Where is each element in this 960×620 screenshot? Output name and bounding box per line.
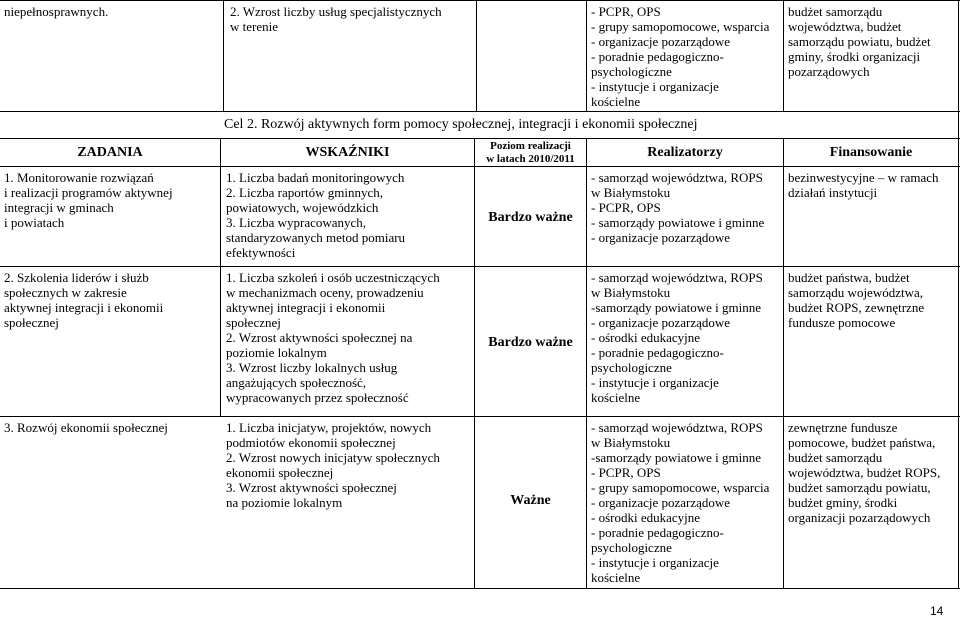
vline-body-d — [783, 138, 784, 588]
table-bottom-border — [0, 588, 960, 589]
divider-row1 — [0, 266, 960, 267]
vline-right — [958, 0, 959, 589]
page-number: 14 — [930, 604, 944, 618]
row2-priority: Bardzo ważne — [488, 335, 573, 350]
row1-indicators: 1. Liczba badań monitoringowych 2. Liczba raportów gminnych, powiatowych, wojewódzkich 3. Liczba wypracowanych, standaryzowanych metod pomiaru efektywności — [226, 170, 406, 260]
row2-executors: - samorząd województwa, ROPS w Białymstoku -samorządy powiatowe i gminne - organizacje pozarządowe - ośrodki edukacyjne - poradnie pedagogiczno- psychologiczne - instytucje i organizacje kościelne — [591, 270, 763, 405]
header-realizatorzy: Realizatorzy — [647, 145, 723, 160]
table-top-border — [0, 0, 960, 1]
header-zadania: ZADANIA — [77, 145, 143, 160]
header-poziom: Poziom realizacji w latach 2010/2011 — [486, 140, 575, 165]
row2-indicators: 1. Liczba szkoleń i osób uczestniczących w mechanizmach oceny, prowadzeniu aktywnej integracji i ekonomii społecznej 2. Wzrost aktywności społecznej na poziomie lokalnym 3. Wzrost liczby lokalnych usług angażujących społeczność, wypracowanych przez społeczność — [226, 270, 440, 405]
row2-task: 2. Szkolenia liderów i służb społecznych w zakresie aktywnej integracji i ekonomii społecznej — [4, 270, 164, 330]
row1-financing: bezinwestycyjne – w ramach działań instytucji — [788, 170, 939, 200]
vline-top-b — [476, 0, 477, 111]
vline-top-d — [783, 0, 784, 111]
row3-task: 3. Rozwój ekonomii społecznej — [4, 420, 168, 435]
row3-priority: Ważne — [510, 493, 551, 508]
vline-body-a — [220, 138, 221, 416]
top-row-task: niepełnosprawnych. — [4, 4, 109, 19]
top-row-executors: - PCPR, OPS - grupy samopomocowe, wsparcia - organizacje pozarządowe - poradnie pedagogiczno- psychologiczne - instytucje i organizacje kościelne — [591, 4, 770, 109]
divider-headers — [0, 166, 960, 167]
row3-indicators: 1. Liczba inicjatyw, projektów, nowych podmiotów ekonomii społecznej 2. Wzrost nowych inicjatyw społecznych ekonomii społecznej 3. Wzrost aktywności społecznej na poziomie lokalnym — [226, 420, 440, 510]
divider-top-row — [0, 111, 960, 112]
vline-top-a — [223, 0, 224, 111]
row3-financing: zewnętrzne fundusze pomocowe, budżet państwa, budżet samorządu województwa, budżet ROPS, budżet samorządu powiatu, budżet gminy, środki organizacji pozarządowych — [788, 420, 941, 525]
row2-financing: budżet państwa, budżet samorządu województwa, budżet ROPS, zewnętrzne fundusze pomocowe — [788, 270, 925, 330]
row1-executors: - samorząd województwa, ROPS w Białymstoku - PCPR, OPS - samorządy powiatowe i gminne - organizacje pozarządowe — [591, 170, 765, 245]
divider-row2 — [0, 416, 960, 417]
top-row-financing: budżet samorządu województwa, budżet samorządu powiatu, budżet gminy, środki organizacji pozarządowych — [788, 4, 931, 79]
row1-priority: Bardzo ważne — [488, 210, 573, 225]
header-wskazniki: WSKAŹNIKI — [305, 145, 390, 160]
vline-body-b — [474, 138, 475, 588]
goal-title: Cel 2. Rozwój aktywnych form pomocy społecznej, integracji i ekonomii społecznej — [224, 117, 698, 132]
divider-goal — [0, 138, 960, 139]
row1-task: 1. Monitorowanie rozwiązań i realizacji programów aktywnej integracji w gminach i powiatach — [4, 170, 173, 230]
row3-executors: - samorząd województwa, ROPS w Białymstoku -samorządy powiatowe i gminne - PCPR, OPS - grupy samopomocowe, wsparcia - organizacje pozarządowe - ośrodki edukacyjne - poradnie pedagogiczno- psychologiczne - instytucje i organizacje kościelne — [591, 420, 770, 585]
header-finansowanie: Finansowanie — [829, 145, 913, 160]
vline-top-c — [586, 0, 587, 111]
vline-body-c — [586, 138, 587, 588]
top-row-indicator: 2. Wzrost liczby usług specjalistycznych w terenie — [230, 4, 442, 34]
